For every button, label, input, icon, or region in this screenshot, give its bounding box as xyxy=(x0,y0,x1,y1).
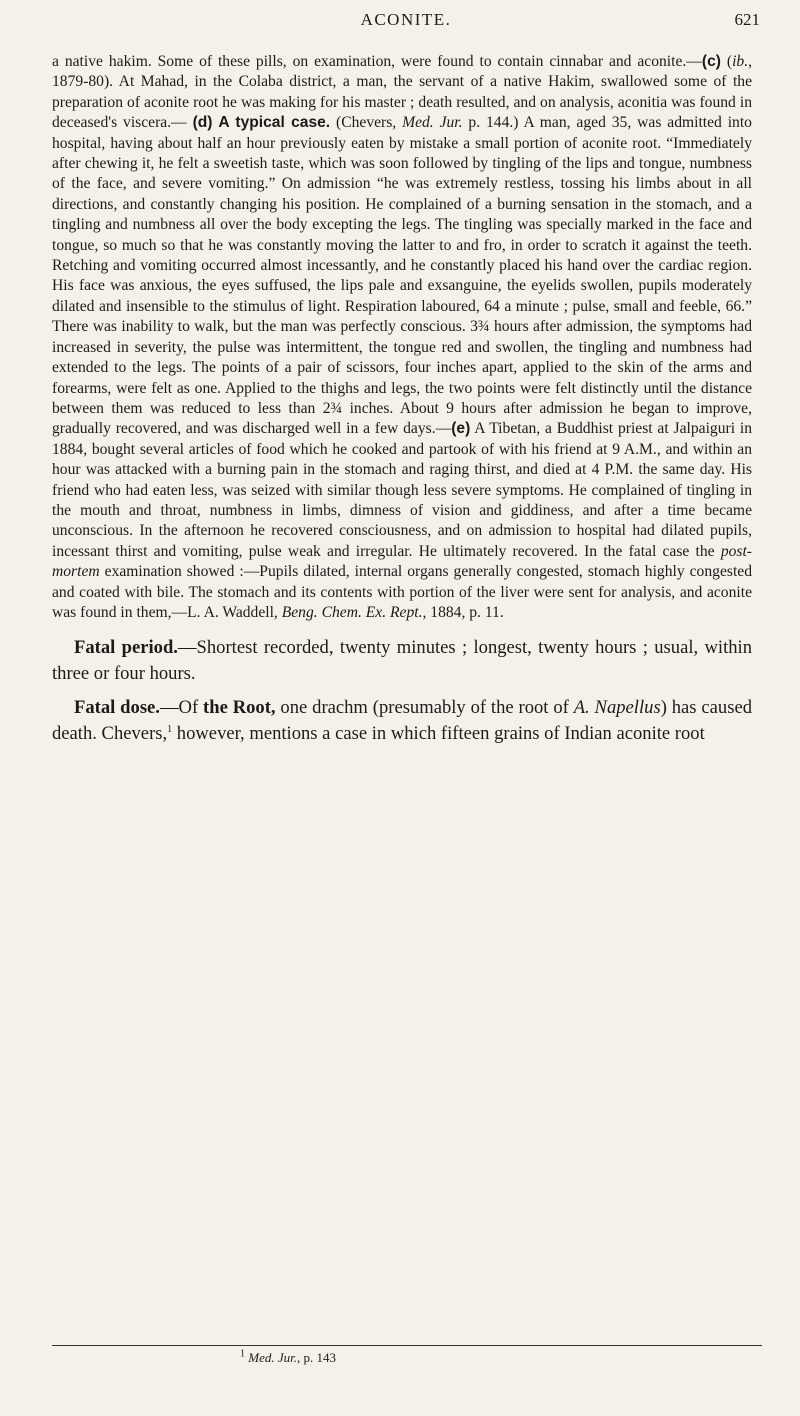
page-header xyxy=(52,10,760,40)
text-run: one drachm (presumably of the root of xyxy=(275,697,574,719)
fatal-period-paragraph xyxy=(52,635,752,687)
footnote-rule xyxy=(52,1345,762,1346)
text-run: examination showed :—Pupils dilated, internal organs generally congested, stomach highly congested and coated with bile. The stomach and its contents with portion of the liver were sent for analysis, and aconite was found in them,—L. A. Waddell, xyxy=(52,563,752,621)
running-head: ACONITE. xyxy=(360,10,452,29)
text-run: ) has caused death. Chevers, xyxy=(52,697,752,745)
root-term: the Root, xyxy=(203,697,276,719)
text-run: A Tibetan, a Buddhist priest at Jalpaiguri in 1884, bought several articles of food which he cooked and partook of with his friend at 9 A.M., and within an hour was attacked with a burning pain in the stomach and raging thirst, and died at 4 P.M. the same day. His friend who had eaten less, was seized with similar though less severe symptoms. He complained of tingling in the mouth and throat, numbness in limbs, dimness of vision and giddiness, and after a time became unconscious. In the afternoon he recovered consciousness, and on admission to hospital had dilated pupils, incessant thirst and vomiting, pulse weak and irregular. He ultimately recovered. In the fatal case the xyxy=(52,420,752,560)
post-mortem-term: post-mortem xyxy=(52,542,752,581)
case-e-label: (e) xyxy=(451,420,471,438)
footnote-text: , p. 143 xyxy=(297,1350,336,1365)
text-run: ( xyxy=(720,53,733,70)
footnote-marker: 1 xyxy=(167,724,173,736)
fatal-period-heading: Fatal period. xyxy=(74,637,178,659)
fatal-dose-paragraph xyxy=(52,695,752,747)
citation-med-jur: Med. Jur. xyxy=(402,114,463,132)
citation-beng-chem: Beng. Chem. Ex. Rept. xyxy=(281,603,423,621)
text-run: , 1879-80). At Mahad, in the Colaba district, a man, the servant of a native Hakim, swallowed some of the preparation of aconite root he was making for his master ; death resulted, and on analysis, aconitia was found in deceased's viscera.— xyxy=(52,53,752,132)
body-text xyxy=(52,52,752,747)
text-run: p. 144.) A man, aged 35, was admitted into hospital, having about half an hour previously eaten by mistake a small portion of aconite root. “Immediately after chewing it, he felt a sweetish taste, which was soon followed by tingling of the lips and tongue, numbness of the face, and severe vomiting.” On admission “he was extremely restless, tossing his limbs about in all directions, and constantly changing his position. He complained of a burning sensation in the stomach, and a tingling and numbness all over the body excepting the legs. The tingling was specially marked in the face and tongue, so much so that he was constantly moving the latter to and fro, in order to scratch it against the teeth. Retching and vomiting occurred almost incessantly, and he constantly placed his hand over the cardiac region. His face was anxious, the eyes suffused, the lips pale and exsanguine, the eyelids swollen, pupils moderately dilated and insensible to the stimulus of light. Respiration laboured, 64 a minute ; pulse, small and feeble, 66.” There was inability to walk, but the man was perfectly conscious. 3¾ hours after admission, the symptoms had increased in severity, the pulse was intermittent, the tongue red and swollen, the tingling and numbness had extended to the legs. The points of a pair of scissors, four inches apart, applied to the skin of the arms and forearms, were felt as one. Applied to the thighs and legs, the two points were felt distinctly until the distance between them was reduced to less than 2¾ inches. About 9 hours after admission he began to improve, gradually recovered, and was discharged well in a few days.— xyxy=(52,114,752,438)
text-run: however, mentions a case in which fifteen grains of Indian aconite root xyxy=(172,723,705,745)
footnote xyxy=(240,1350,336,1366)
text-run: —Shortest recorded, twenty minutes ; longest, twenty hours ; usual, within three or four hours. xyxy=(52,637,752,685)
text-run: —Of xyxy=(159,697,204,719)
case-d-title: A typical case. xyxy=(218,114,331,132)
fatal-dose-heading: Fatal dose. xyxy=(74,697,160,719)
citation-ib: ib. xyxy=(732,53,749,70)
text-run: a native hakim. Some of these pills, on examination, were found to contain cinnabar and aconite.— xyxy=(52,53,702,70)
page-number: 621 xyxy=(734,10,760,29)
species-name: A. Napellus xyxy=(573,697,661,719)
case-c-label: (c) xyxy=(701,53,721,70)
case-d-label: (d) xyxy=(192,114,213,132)
footnote-number: 1 xyxy=(240,1348,245,1360)
text-run: (Chevers, xyxy=(330,114,403,132)
case-paragraph xyxy=(52,52,752,623)
text-run: , 1884, p. 11. xyxy=(422,603,504,621)
footnote-ref: Med. Jur. xyxy=(248,1350,297,1365)
